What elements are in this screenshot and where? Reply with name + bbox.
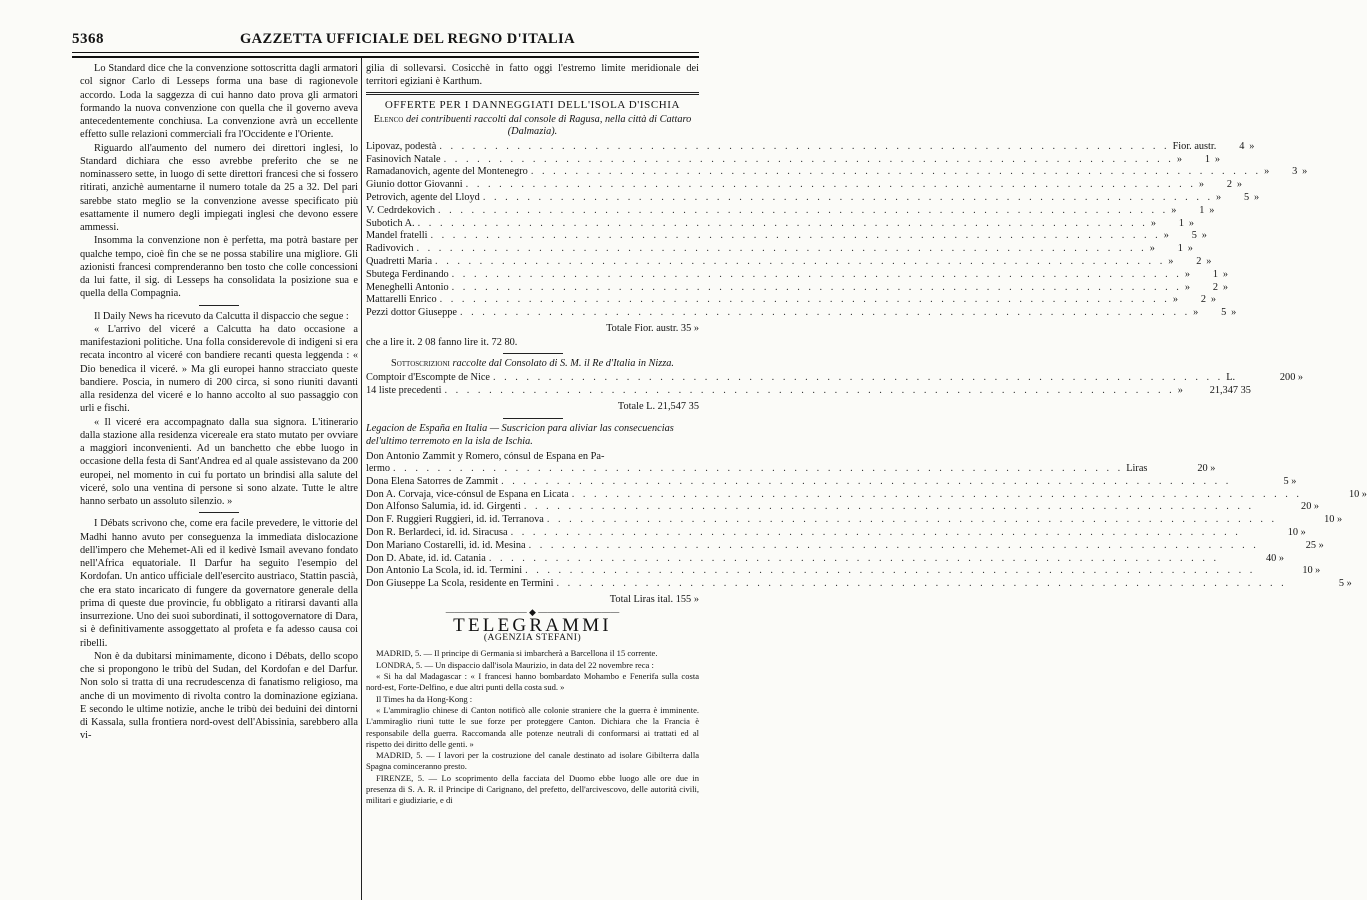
page-header [72, 29, 699, 51]
donor-amount: 2 [1212, 281, 1219, 293]
telegram-madrid-2 [366, 750, 699, 773]
spagna-total: Total Liras ital. 155 » [609, 593, 699, 605]
donor-name: Don A. Corvaja, vice-cónsul de Espana en Licata [366, 488, 569, 500]
telegram-text: 5. — Il principe di Germania si imbarcherà a Barcellona il 15 corrente. [414, 648, 658, 659]
leader-dots [435, 256, 1165, 269]
donor-amount-tail: » [1206, 255, 1212, 267]
donor-amount: 2 [1196, 255, 1202, 267]
donor-amount: 25 » [1305, 539, 1324, 551]
ragusa-conversion: che a lire it. 2 08 fanno lire it. 72 80. [366, 336, 518, 348]
donor-amount-tail: » [1188, 217, 1195, 229]
nizza-intro [366, 358, 699, 371]
telegrammi-body [366, 648, 699, 806]
donor-name: Don R. Berlardeci, id. id. Siracusa [366, 526, 508, 538]
donor-amount-tail: » [1222, 268, 1229, 280]
donor-amount-tail: » [1249, 140, 1255, 152]
donor-currency: » [1172, 294, 1179, 306]
list-item [366, 230, 1207, 243]
telegram-text: 5. — Un dispaccio dall'isola Maurizio, in data del 22 novembre reca : [415, 659, 654, 670]
list-item [366, 217, 1195, 231]
ornament-divider: ————————— ◆ ————————— [445, 606, 620, 617]
section-separator [503, 353, 563, 354]
donor-name: Mattarelli Enrico [366, 294, 437, 306]
leader-dots [547, 514, 1277, 527]
leader-dots [452, 282, 1182, 295]
header-rule-thin [72, 52, 699, 53]
donor-amount-tail: » [1302, 166, 1308, 178]
telegram-city: MADRID, [376, 750, 413, 761]
telegrammi-subtitle: (AGENZIA STEFANI) [483, 633, 582, 644]
ragusa-intro [366, 114, 699, 139]
telegram-madagascar: « Si ha dal Madagascar : « I francesi hanno bombardato Mohambo e Fenerifa sulla costa nord-est, Forte-Delfino, e due altri punti della costa sud. » [366, 671, 699, 693]
donor-name: Don Alfonso Salumia, id. id. Girgenti [366, 501, 521, 513]
ragusa-total: Totale Fior. austr. 35 » [606, 322, 699, 334]
list-item [366, 488, 1367, 502]
list-item [366, 243, 1193, 256]
donor-amount: 4 [1239, 140, 1245, 152]
telegram-text: 5. — I lavori per la costruzione del canale destinato ad isolare Gibilterra dalla Spagna cominceranno presto. [366, 750, 700, 772]
donor-currency: » [1176, 153, 1183, 165]
donor-name: Lipovaz, podestà [366, 140, 437, 152]
donor-amount-tail: » [1210, 294, 1217, 306]
donor-name: Don F. Ruggieri Ruggieri, id. id. Terranova [366, 514, 544, 526]
telegram-firenze [366, 773, 699, 807]
spagna-intro: Legacion de España en Italia — Suscricion para aliviar las consecuencias del'ultimo terremoto en la isla de Ischia. [366, 423, 674, 447]
donor-amount: 10 » [1302, 565, 1321, 577]
telegram-city: FIRENZE, [376, 772, 414, 783]
telegram-city: LONDRA, [376, 659, 414, 670]
page-number: 5368 [72, 31, 104, 47]
list-item [366, 501, 1320, 514]
offerte-title: OFFERTE PER I DANNEGGIATI DELL'ISOLA D'ISCHIA [384, 98, 681, 111]
donor-amount: 10 » [1348, 488, 1367, 500]
donor-name: Don Giuseppe La Scola, residente en Termini [366, 578, 554, 590]
list-item [366, 514, 1343, 527]
paragraph-calcutta-2: « Il viceré era accompagnato dalla sua signora. L'itinerario dalla stazione alla residenza vicereale era stato mutato per ovviare a maggiori inconvenienti. Ad un banchetto che ebbe luogo in occasione della festa di Sant'Andrea ed al quale assistevano da 200 europei, nel momento in cui fu portato un brindisi alla salute del viceré, solo una ventina di persone si sono alzate. Tutte le altre hanno serbato un assoluto silenzio. » [80, 416, 358, 507]
donor-name: Radivovich [366, 243, 414, 255]
donor-currency: » [1193, 307, 1199, 319]
list-item [366, 179, 1243, 192]
continuation-text: gilia di sollevarsi. Cosicchè in fatto oggi l'estremo limite meridionale dei territori egiziani è Karthum. [366, 63, 699, 88]
leader-dots [524, 501, 1254, 514]
donor-name: Dona Elena Satorres de Zammit [366, 475, 499, 487]
leader-dots [439, 141, 1169, 154]
list-item [366, 140, 1255, 154]
section-separator [199, 305, 239, 306]
donor-amount: 200 » [1279, 372, 1304, 384]
section-separator [199, 512, 239, 513]
column-divider [361, 58, 362, 900]
list-item [366, 565, 1321, 578]
donor-currency: » [1184, 281, 1191, 293]
donor-name: Don Antonio La Scola, id. id. Termini [366, 565, 523, 577]
leader-dots [525, 565, 1255, 578]
leader-dots [501, 476, 1231, 489]
donor-currency: Liras [1126, 463, 1148, 474]
donor-amount: 5 » [1338, 578, 1352, 590]
donor-amount: 20 » [1197, 463, 1216, 474]
donor-name: Don Mariano Costarelli, id. id. Mesina [366, 539, 526, 551]
donor-amount: 5 » [1283, 475, 1297, 487]
leader-dots [444, 385, 1174, 398]
list-item [366, 539, 1324, 553]
donor-amount: 2 [1226, 179, 1233, 191]
donor-name: V. Cedrdekovich [366, 204, 436, 216]
telegram-madrid [366, 648, 699, 659]
paragraph-debats-1: I Débats scrivono che, come era facile prevedere, le vittorie del Madhi hanno avuto per conseguenza la immediata dislocazione dell'impero che Mehemet-Alì ed il kedivè Ismail avevano fondato nell'Africa equatoriale. Il Darfur ha seguito l'esempio del Kordofan. Un antico ufficiale dell'esercito austriaco, Stattin pascià, che era stato incaricato di fungere da governatore generale della prima di queste due provincie, fu obbligato a ritirarsi davanti alla insurrezione. Uno dei suoi subordinati, il sottogovernatore di Dara, si è definitivamente assoggettato al profeta e fa adesso causa coi ribelli. [80, 518, 358, 649]
telegrammi-title: TELEGRAMMI [453, 614, 612, 636]
list-item [366, 255, 1212, 269]
leader-dots [440, 294, 1170, 307]
donor-currency: » [1149, 243, 1155, 255]
leader-dots [430, 230, 1160, 243]
donor-name: Giunio dottor Giovanni [366, 179, 463, 191]
donor-currency: » [1264, 166, 1270, 178]
donor-currency: » [1184, 268, 1191, 280]
donor-amount-tail: » [1209, 204, 1215, 216]
donor-currency: » [1171, 204, 1177, 216]
list-item [366, 307, 1237, 320]
donor-currency: » [1216, 191, 1222, 203]
donor-currency: » [1168, 255, 1174, 267]
leader-dots [493, 372, 1223, 385]
donor-amount: 1 [1212, 268, 1219, 280]
leader-dots [393, 463, 1123, 476]
left-column [80, 62, 358, 898]
leader-dots [529, 540, 1259, 553]
donor-name: Petrovich, agente del Lloyd [366, 191, 480, 203]
donor-amount: 5 [1244, 191, 1250, 203]
donor-amount: 21,347 35 [1209, 385, 1251, 397]
list-item [366, 526, 1306, 540]
leader-dots [572, 489, 1302, 502]
leader-dots [531, 166, 1261, 179]
leader-dots [557, 578, 1287, 591]
spagna-first-line: Don Antonio Zammit y Romero, cónsul de Espana en Pa- [366, 451, 605, 462]
telegram-londra [366, 660, 699, 671]
nizza-intro-text: raccolte dal Consolato di S. M. il Re d'Italia in Nizza. [452, 357, 675, 369]
donor-amount: 1 [1204, 153, 1211, 165]
donor-amount: 1 [1178, 217, 1185, 229]
list-item [366, 552, 1285, 566]
donor-currency: » [1177, 385, 1183, 397]
list-item [366, 281, 1229, 295]
donor-currency: Fior. austr. [1172, 140, 1217, 152]
donor-name: 14 liste precedenti [366, 385, 442, 397]
donor-amount: 10 » [1324, 514, 1343, 526]
list-item [366, 463, 1216, 476]
paragraph-standard-3: Insomma la convenzione non è perfetta, ma potrà bastare per qualche tempo, cioè fin che se ne possa stabilire una migliore. Gli azionisti francesi comprenderanno ben tosto che colle concessioni da lui fatte, il sig. di Lesseps ha consolidata la posizione sua e quella della Compagnia. [80, 235, 358, 300]
leader-dots [460, 307, 1190, 320]
leader-dots [466, 179, 1196, 192]
paragraph-calcutta-1: « L'arrivo del viceré a Calcutta ha dato occasione a manifestazioni politiche. Una folla considerevole di indigeni si era recata incontro al viceré con bandiere recanti questa leggenda : « Dio benedica il viceré. » Ma gli europei hanno stracciato queste bandiere. Poscia, in numero di 200 circa, si sono riuniti davanti alla residenza del viceré e lo hanno accolto al suo passaggio con urli e fischi. [80, 323, 358, 415]
nizza-list [366, 372, 1304, 398]
donor-amount-tail: » [1214, 153, 1221, 165]
list-item [366, 578, 1352, 591]
ragusa-list [366, 140, 1308, 320]
paragraph-debats-2: Non è da dubitarsi minimamente, dicono i Débats, dello scopo che si propongono le tribù del Sudan, del Kordofan e del Darfur. Non solo si tratta di una recrudescenza di fanatismo religioso, ma anche di un movimento di rivolta contro la dominazione egiziana. E secondo le ultime notizie, anche le tribù dei beduini dei dintorni di Kassala, sulla frontiera nord-ovest dell'Abissinia, sarebbero alla vi- [80, 650, 358, 742]
donor-amount-tail: » [1236, 179, 1243, 191]
leader-dots [416, 243, 1146, 256]
donor-name: Don D. Abate, id. id. Catania [366, 552, 486, 564]
donor-currency: » [1163, 230, 1169, 242]
list-item [366, 294, 1217, 307]
list-item [366, 153, 1221, 167]
donor-name: Mandel fratelli [366, 230, 428, 242]
donor-name: Ramadanovich, agente del Montenegro [366, 166, 528, 178]
donor-amount: 40 » [1266, 552, 1285, 564]
donor-currency: » [1150, 217, 1157, 229]
donor-currency: » [1198, 179, 1205, 191]
donor-name: Meneghelli Antonio [366, 281, 449, 293]
donor-name: lermo [366, 463, 391, 474]
list-item [366, 475, 1297, 489]
telegram-city: MADRID, [376, 648, 413, 659]
donor-amount-tail: » [1187, 243, 1193, 255]
donor-name: Comptoir d'Escompte de Nice [366, 372, 490, 384]
paragraph-daily-news: Il Daily News ha ricevuto da Calcutta il dispaccio che segue : [94, 310, 349, 322]
donor-amount: 1 [1199, 204, 1205, 216]
donor-amount: 3 [1292, 166, 1298, 178]
leader-dots [511, 527, 1241, 540]
donor-amount-tail: » [1222, 281, 1229, 293]
list-item [366, 204, 1215, 218]
leader-dots [438, 205, 1168, 218]
donor-name: Fasinovich Natale [366, 153, 441, 165]
leader-dots [444, 154, 1174, 167]
donor-amount: 10 » [1287, 526, 1306, 538]
leader-dots [418, 218, 1148, 231]
donor-name: Sbutega Ferdinando [366, 268, 449, 280]
donor-amount-tail: » [1254, 191, 1260, 203]
donor-amount: 1 [1177, 243, 1183, 255]
paragraph-standard-1: Lo Standard dice che la convenzione sottoscritta dagli armatori col signor Carlo di Lesseps forma una base di ragionevole accordo. Loda la saggezza di cui hanno dato prova gli armatori formando la nuova convenzione con quella che il governo aveva antecedentemente conchiusa. La convenzione avrà un eccellente effetto sulle relazioni commerciali fra l'Occidente e l'Oriente. [80, 63, 358, 141]
leader-dots [452, 269, 1182, 282]
nizza-intro-lead: Sottoscrizioni [390, 357, 450, 369]
ragusa-intro-text: dei contribuenti raccolti dal console di Ragusa, nella città di Cattaro (Dalmazia). [405, 113, 692, 138]
leader-dots [483, 192, 1213, 205]
double-rule [366, 92, 699, 95]
donor-amount-tail: » [1231, 307, 1237, 319]
leader-dots [489, 553, 1219, 566]
donor-amount: 5 [1191, 230, 1197, 242]
right-column [366, 62, 1367, 898]
list-item [366, 268, 1229, 282]
telegram-canton: « L'ammiraglio chinese di Canton notificò alle colonie straniere che la guerra è imminente. L'ammiraglio riunì tutte le sue forze per proteggere Canton. Dichiara che la Francia è responsabile della guerra. Raccomanda alle potenze neutrali di conformarsi ai trattati ed al rispetto dei diritto delle genti. » [366, 704, 699, 749]
list-item [366, 385, 1251, 398]
donor-name: Quadretti Maria [366, 255, 433, 267]
donor-name: Subotich A. [366, 217, 415, 229]
telegram-times: Il Times ha da Hong-Kong : [376, 693, 473, 704]
ragusa-intro-lead: Elenco [373, 113, 404, 125]
donor-amount: 20 » [1301, 501, 1320, 513]
telegram-text: 5. — Lo scoprimento della facciata del Duomo ebbe luogo alle ore due in presenza di S. A. R. il Principe di Carignano, del prefetto, dell'arcivescovo, delle autorità civili, militari e giudiziarie, e di [366, 772, 700, 806]
list-item [366, 372, 1304, 385]
nizza-total: Totale L. 21,547 35 [617, 401, 699, 412]
donor-name: Pezzi dottor Giuseppe [366, 307, 457, 319]
donor-amount: 2 [1200, 294, 1207, 306]
list-item [366, 191, 1260, 205]
newspaper-title: GAZZETTA UFFICIALE DEL REGNO D'ITALIA [240, 31, 575, 47]
donor-currency: L. [1226, 372, 1236, 384]
donor-amount: 5 [1221, 307, 1227, 319]
spagna-list [366, 475, 1367, 591]
paragraph-standard-2: Riguardo all'aumento del numero dei direttori inglesi, lo Standard dichiara che esso avrebbe preferito che se ne nominassero sette, in luogo di sette direttori francesi che si fossero ritirati, anzichè aumentarne il numero totale da 25 a 32. Del pari sarebbe stato meglio se la convenzione avesse specificato più esattamente il numero degli impiegati inglesi che devono essere ammessi. [80, 142, 358, 233]
section-separator [503, 418, 563, 419]
header-rule-thick [72, 56, 699, 58]
list-item [366, 166, 1308, 179]
donor-amount-tail: » [1201, 230, 1207, 242]
